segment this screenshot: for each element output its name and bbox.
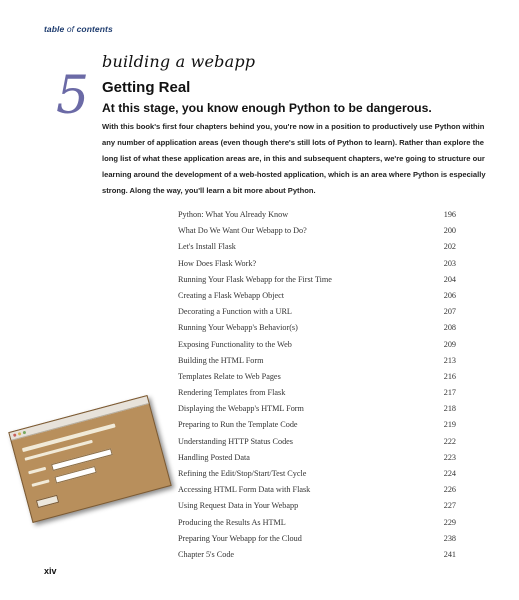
toc-entry-page: 238 (443, 533, 456, 543)
toc-entry[interactable] (178, 385, 456, 401)
toc-entry-title: Let's Install Flask (178, 242, 236, 252)
toc-entry-page: 227 (443, 501, 456, 511)
toc-entry-page: 216 (443, 371, 456, 381)
toc-entry[interactable] (178, 547, 456, 563)
toc-entry[interactable] (178, 239, 456, 255)
toc-entry[interactable] (178, 207, 456, 223)
toc-entry[interactable] (178, 353, 456, 369)
toc-entry[interactable] (178, 450, 456, 466)
toc-entry-page: 213 (443, 355, 456, 365)
toc-entry-title: Refining the Edit/Stop/Start/Test Cycle (178, 469, 307, 478)
toc-entry-page: 218 (443, 404, 456, 414)
thumbnail-zoom-dot (23, 431, 27, 435)
thumbnail-minimize-dot (18, 432, 22, 436)
toc-entry-title: How Does Flask Work? (178, 258, 257, 268)
running-head-suffix: contents (76, 24, 113, 34)
toc-entry[interactable] (178, 466, 456, 482)
toc-entry[interactable] (178, 482, 456, 498)
toc-entry[interactable] (178, 304, 456, 320)
thumbnail-label-bar (31, 479, 49, 487)
toc-entry-page: 208 (443, 323, 456, 333)
toc-entry-page: 241 (443, 549, 456, 559)
running-head-prefix: table (44, 24, 65, 34)
toc-entry-page: 217 (443, 388, 456, 398)
toc-entry-title: What Do We Want Our Webapp to Do? (178, 226, 307, 236)
toc-entry-title: Handling Posted Data (178, 452, 250, 462)
webapp-screenshot-thumbnail (8, 395, 171, 523)
toc-entry-page: 202 (443, 242, 456, 252)
chapter-number: 5 (56, 66, 90, 126)
toc-entry-title: Using Request Data in Your Webapp (178, 501, 299, 511)
toc-entry-page: 224 (443, 469, 456, 478)
chapter-lead: At this stage, you know enough Python to be dangerous. (102, 101, 432, 115)
toc-entry[interactable] (178, 434, 456, 450)
toc-entry-title: Running Your Flask Webapp for the First Time (178, 274, 332, 284)
toc-entry[interactable] (178, 531, 456, 547)
thumbnail-close-dot (13, 433, 17, 437)
toc-entry-title: Exposing Functionality to the Web (178, 339, 292, 349)
toc-entry-page: 207 (443, 307, 456, 317)
toc-entry-page: 209 (443, 339, 456, 349)
thumbnail-label-bar (28, 467, 46, 475)
toc-entry-title: Producing the Results As HTML (178, 517, 286, 527)
chapter-intro: With this book's first four chapters behind you, you're now in a position to productively use Python within any number of application areas (even though there's still lots of Python to learn). Rather than explore the long list of what these application areas are, in this and subsequent chapters, we're going to structure our learning around the development of a web-hosted application, which is an area where Python is especially strong. Along the way, you'll learn a bit more about Python. (102, 122, 486, 195)
chapter-title: Getting Real (102, 79, 191, 96)
toc-entry[interactable] (178, 288, 456, 304)
toc-entry-title: Building the HTML Form (178, 355, 264, 365)
toc-entry-title: Preparing Your Webapp for the Cloud (178, 533, 302, 543)
toc-entry-title: Running Your Webapp's Behavior(s) (178, 323, 298, 333)
toc-entry[interactable] (178, 337, 456, 353)
thumbnail-input-box (51, 448, 113, 471)
toc-entry[interactable] (178, 498, 456, 514)
toc-entry-page: 206 (443, 290, 456, 300)
toc-entry-title: Rendering Templates from Flask (178, 388, 286, 398)
toc-entry-page: 204 (443, 274, 456, 284)
toc-entry-title: Creating a Flask Webapp Object (178, 290, 285, 300)
toc-entry[interactable] (178, 256, 456, 272)
running-head (44, 24, 113, 34)
toc-entry[interactable] (178, 369, 456, 385)
toc-entry[interactable] (178, 320, 456, 336)
toc-entry-page: 222 (443, 436, 456, 446)
toc-entry[interactable] (178, 223, 456, 239)
chapter-kicker: building a webapp (102, 52, 256, 71)
toc-entry-title: Understanding HTTP Status Codes (178, 436, 293, 446)
toc-entry-page: 223 (443, 452, 456, 462)
toc-entry-title: Python: What You Already Know (178, 210, 289, 219)
toc-entry-title: Decorating a Function with a URL (178, 307, 292, 317)
thumbnail-button (36, 495, 59, 508)
toc-entry[interactable] (178, 417, 456, 433)
toc-entry-title: Preparing to Run the Template Code (178, 420, 298, 430)
toc-entry[interactable] (178, 401, 456, 417)
toc-entry-title: Displaying the Webapp's HTML Form (178, 404, 304, 414)
toc-entry-page: 226 (443, 485, 456, 495)
toc-entry-page: 203 (443, 258, 456, 268)
toc-entry-title: Chapter 5's Code (178, 549, 235, 559)
toc-entry-page: 219 (443, 420, 456, 430)
page-folio: xiv (44, 566, 57, 576)
toc-entry-page: 200 (443, 226, 456, 236)
toc-entry-page: 229 (443, 517, 456, 527)
toc-entry[interactable] (178, 515, 456, 531)
toc-entry[interactable] (178, 272, 456, 288)
running-head-of: of (66, 24, 75, 34)
table-of-contents-list (178, 207, 456, 563)
toc-entry-page: 196 (443, 210, 456, 219)
toc-entry-title: Templates Relate to Web Pages (178, 371, 281, 381)
toc-entry-title: Accessing HTML Form Data with Flask (178, 485, 311, 495)
